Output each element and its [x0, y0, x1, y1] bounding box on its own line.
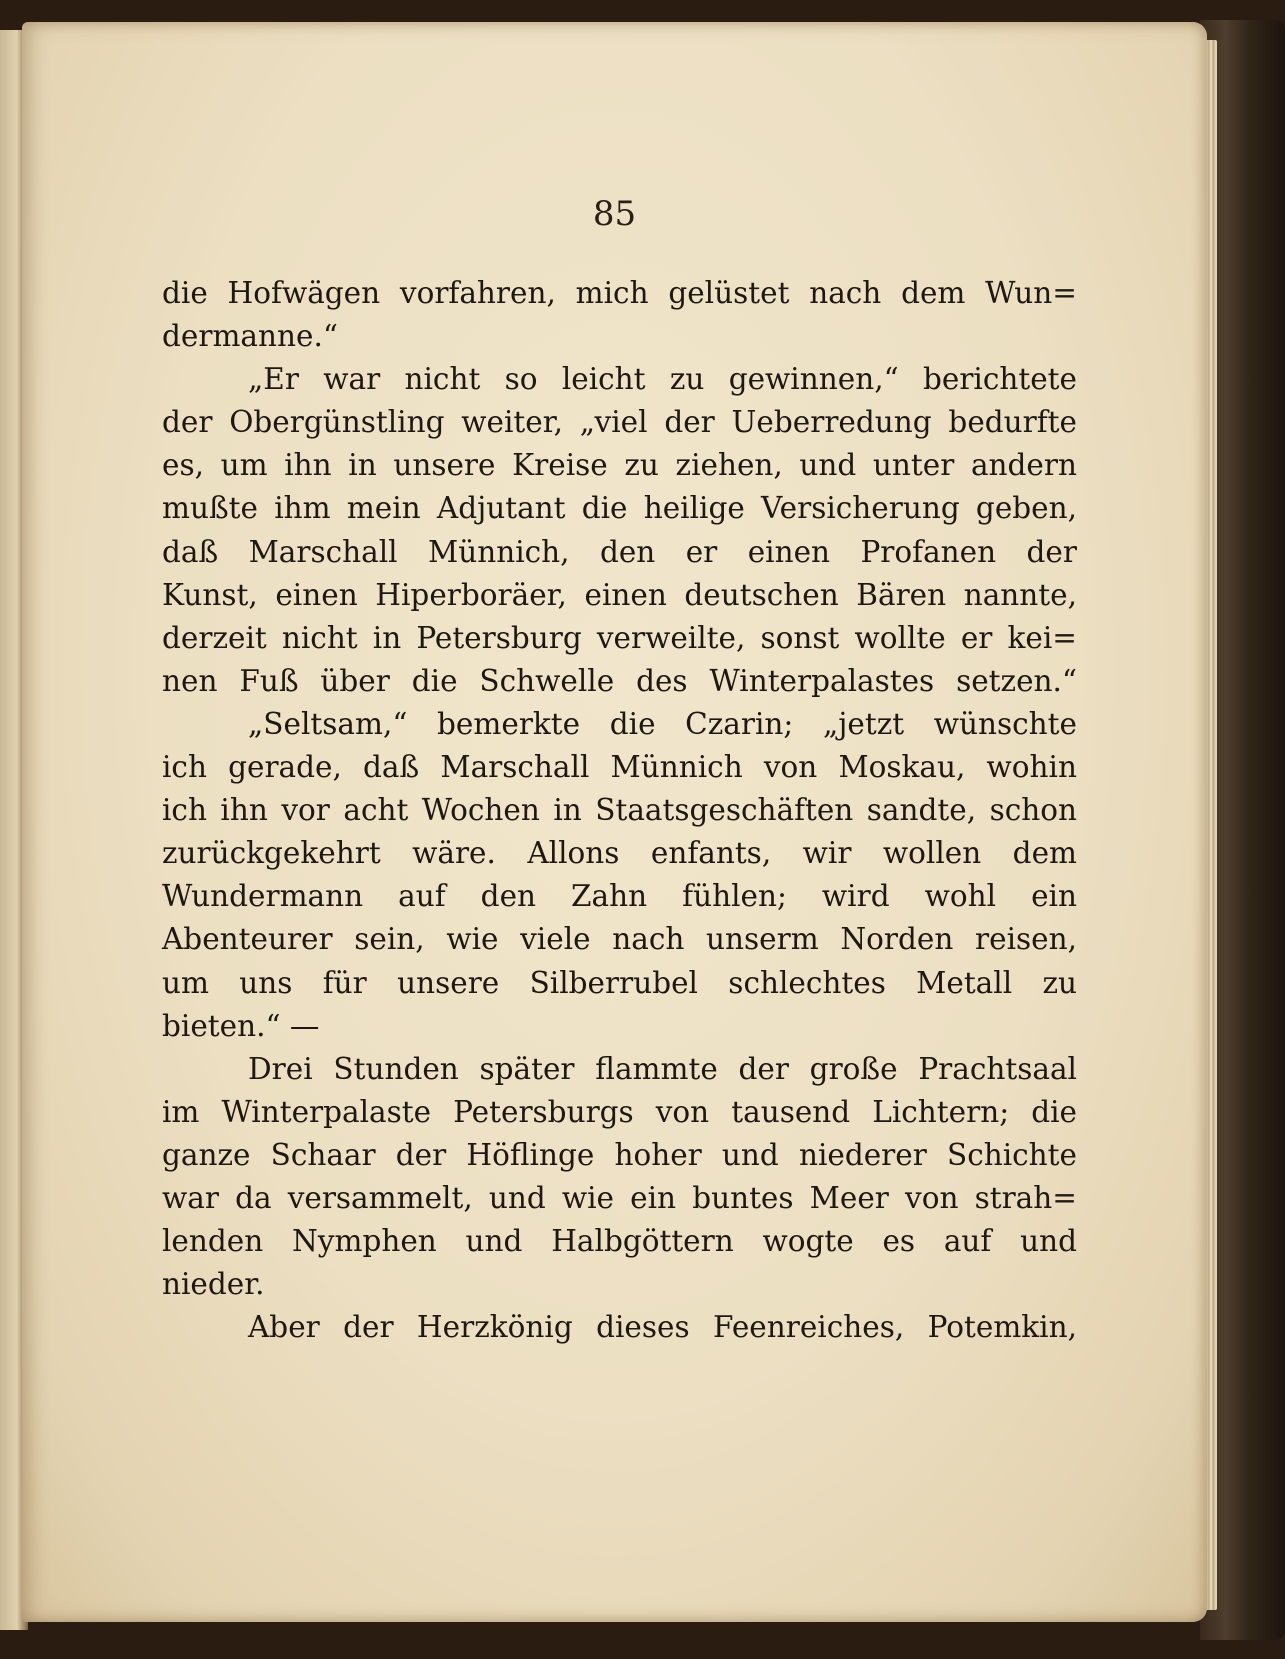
text-line: war da versammelt, und wie ein buntes Meer von strah= [162, 1180, 1077, 1215]
text-line: Drei Stunden später flammte der große Prachtsaal [248, 1051, 1077, 1086]
text-line: bieten.“ — [162, 1008, 320, 1043]
text-line: „Er war nicht so leicht zu gewinnen,“ berichtete [248, 362, 1077, 397]
text-line: derzeit nicht in Petersburg verweilte, sonst wollte er kei= [162, 620, 1077, 655]
body-text [162, 272, 1077, 1349]
text-line: daß Marschall Münnich, den er einen Profanen der [162, 534, 1077, 569]
text-line: im Winterpalaste Petersburgs von tausend Lichtern; die [162, 1094, 1077, 1129]
text-line: Aber der Herzkönig dieses Feenreiches, Potemkin, [248, 1310, 1077, 1345]
text-line: „Seltsam,“ bemerkte die Czarin; „jetzt wünschte [248, 706, 1077, 741]
text-line: nen Fuß über die Schwelle des Winterpalastes setzen.“ [162, 663, 1077, 698]
text-line: der Obergünstling weiter, „viel der Ueberredung bedurfte [162, 405, 1077, 440]
text-line: es, um ihn in unsere Kreise zu ziehen, und unter andern [162, 448, 1077, 483]
text-line: ich ihn vor acht Wochen in Staatsgeschäften sandte, schon [162, 793, 1077, 828]
text-line: mußte ihm mein Adjutant die heilige Versicherung geben, [162, 491, 1077, 526]
text-line: dermanne.“ [162, 319, 338, 354]
text-line: Abenteurer sein, wie viele nach unserm Norden reisen, [162, 922, 1077, 957]
text-line: um uns für unsere Silberrubel schlechtes Metall zu [162, 965, 1077, 1000]
page-number: 85 [592, 194, 637, 234]
book-page [22, 22, 1207, 1622]
text-line: zurückgekehrt wäre. Allons enfants, wir wollen dem [162, 836, 1077, 871]
text-line: ich gerade, daß Marschall Münnich von Moskau, wohin [162, 750, 1077, 785]
text-line: Wundermann auf den Zahn fühlen; wird wohl ein [162, 879, 1077, 914]
text-line: die Hofwägen vorfahren, mich gelüstet nach dem Wun= [162, 276, 1077, 310]
text-line: nieder. [162, 1267, 265, 1302]
text-line: lenden Nymphen und Halbgöttern wogte es auf und [162, 1224, 1077, 1259]
text-line: ganze Schaar der Höflinge hoher und niederer Schichte [162, 1137, 1077, 1172]
text-line: Kunst, einen Hiperboräer, einen deutschen Bären nannte, [162, 577, 1077, 612]
